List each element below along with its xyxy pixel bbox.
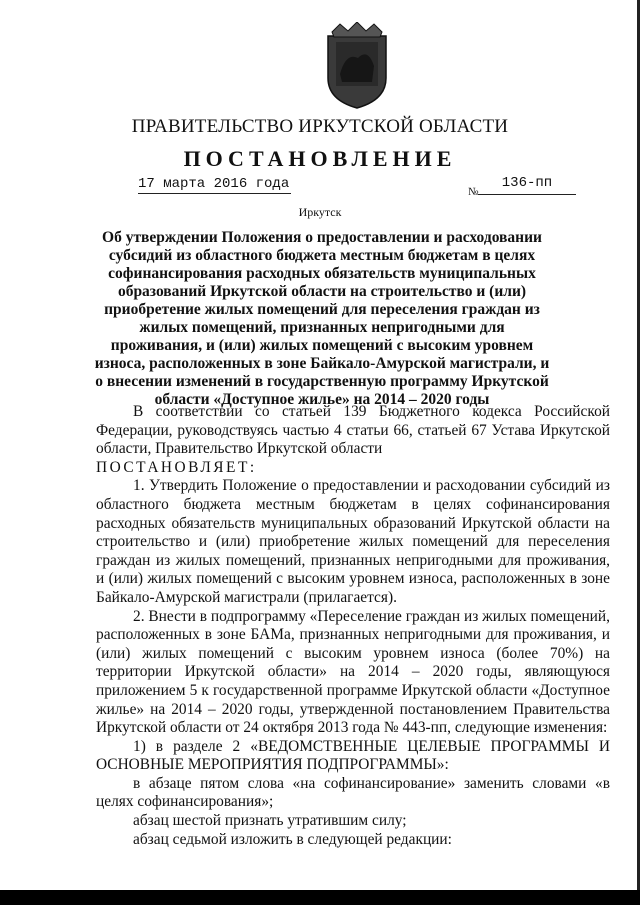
document-type: ПОСТАНОВЛЕНИЕ <box>183 146 457 171</box>
government-name: ПРАВИТЕЛЬСТВО ИРКУТСКОЙ ОБЛАСТИ <box>131 116 509 137</box>
coat-of-arms-emblem <box>322 22 392 110</box>
document-title: Об утверждении Положения о предоставлении и расходовании субсидий из областного бюджета местным бюджетам в целях софинансирования расходных обязательств муниципальных образований Иркутской области на строительство и (или) приобретение жилых помещений для переселения граждан из жилых помещений, признанных непригодными для проживания, и (или) жилых помещений с высоким уровнем износа, расположенных в зоне Байкало-Амурской магистрали, и о внесении изменений в государственную программу Иркутской области «Доступное жилье» на 2014 – 2020 годы <box>94 229 550 408</box>
paragraph-6: абзац седьмой изложить в следующей редакции: <box>133 830 452 848</box>
paragraph-2: 2. Внести в подпрограмму «Переселение граждан из жилых помещений, расположенных в зоне БАМа, признанных непригодными для проживания, и (или) жилых помещений с высоким уровнем износа (более 70%) на территории Иркутской области» на 2014 – 2020 годы, являющуюся приложением 5 к государственной программе Иркутской области «Доступное жилье» на 2014 – 2020 годы, утвержденной постановлением Правительства Иркутской области от 24 октября 2013 года № 443-пп, следующие изменения: <box>96 607 610 737</box>
document-number: 136-пп <box>478 172 576 195</box>
resolves-heading: ПОСТАНОВЛЯЕТ: <box>96 458 257 476</box>
scan-edge-bottom <box>0 890 640 905</box>
document-date: 17 марта 2016 года <box>138 176 290 192</box>
paragraph-5: абзац шестой признать утратившим силу; <box>133 812 407 830</box>
paragraph-1: 1. Утвердить Положение о предоставлении и расходовании субсидий из областного бюджета местным бюджетам в целях софинансирования расходных обязательств муниципальных образований Иркутской области на строительство и (или) приобретение жилых помещений для переселения граждан из жилых помещений, признанных непригодными для проживания, и (или) жилых помещений с высоким уровнем износа, расположенных в зоне Байкало-Амурской магистрали (прилагается). <box>96 477 610 606</box>
paragraph-4: в абзаце пятом слова «на софинансирование» заменить словами «в целях софинансирования»; <box>96 774 610 811</box>
intro-paragraph: В соответствии со статьей 139 Бюджетного кодекса Российской Федерации, руководствуясь частью 4 статьи 66, статьей 67 Устава Иркутской области, Правительство Иркутской области <box>96 403 610 458</box>
document-body <box>96 403 610 849</box>
number-label: № <box>468 186 479 198</box>
city-name: Иркутск <box>298 205 342 219</box>
paragraph-3: 1) в разделе 2 «ВЕДОМСТВЕННЫЕ ЦЕЛЕВЫЕ ПРОГРАММЫ И ОСНОВНЫЕ МЕРОПРИЯТИЯ ПОДПРОГРАММЫ»: <box>96 737 610 774</box>
